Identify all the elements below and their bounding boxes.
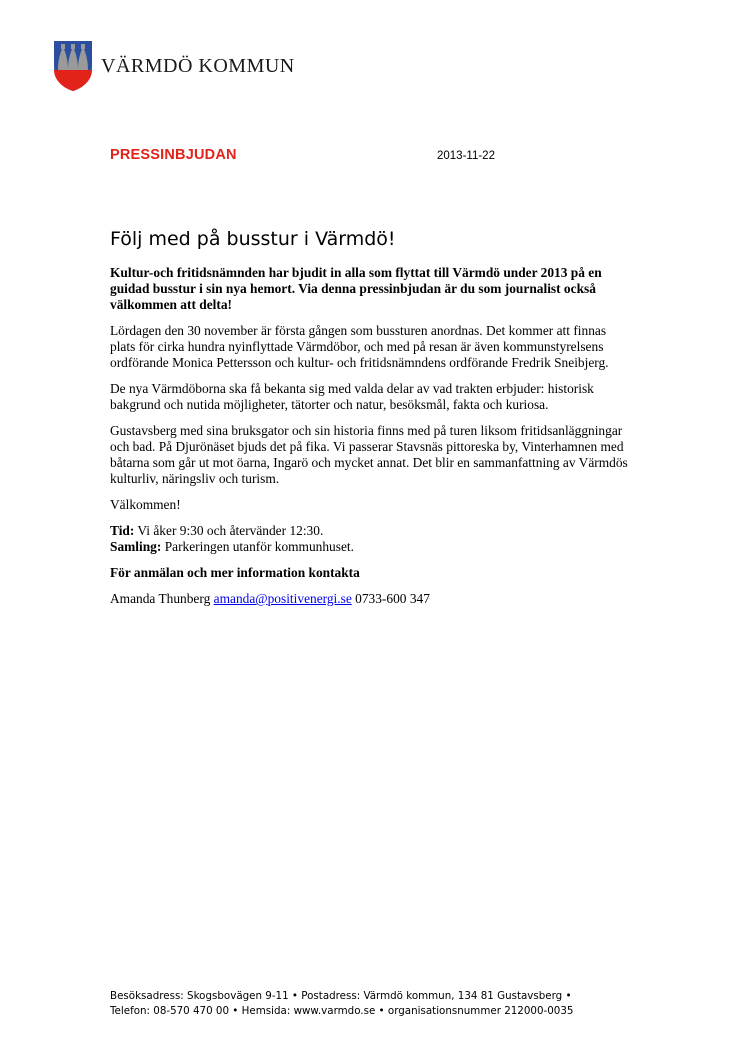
document-body <box>110 265 630 617</box>
place-label: Samling: <box>110 539 162 554</box>
contact-phone: 0733-600 347 <box>351 591 430 606</box>
org-name: VÄRMDÖ KOMMUN <box>101 55 295 77</box>
time-value: Vi åker 9:30 och återvänder 12:30. <box>134 523 324 538</box>
contact-line <box>110 591 630 607</box>
ingress: Kultur-och fritidsnämnden har bjudit in alla som flyttat till Värmdö under 2013 på en guidad busstur i sin nya hemort. Via denna pressinbjudan är du som journalist också välkommen att delta! <box>110 265 602 312</box>
footer <box>110 989 670 1019</box>
contact-heading-text: För anmälan och mer information kontakta <box>110 565 360 580</box>
document-type-label: PRESSINBJUDAN <box>110 147 237 163</box>
footer-line-2: Telefon: 08-570 470 00 • Hemsida: www.varmdo.se • organisationsnummer 212000-0035 <box>110 1005 574 1017</box>
varmdo-logo <box>53 40 303 92</box>
contact-email-link[interactable]: amanda@positivenergi.se <box>213 591 352 606</box>
coat-of-arms-icon <box>53 40 93 92</box>
welcome-text: Välkommen! <box>110 497 181 512</box>
place-value: Parkeringen utanför kommunhuset. <box>161 539 354 554</box>
document-date: 2013-11-22 <box>437 150 495 162</box>
contact-heading <box>110 565 630 581</box>
time-label: Tid: <box>110 523 135 538</box>
footer-line-1: Besöksadress: Skogsbovägen 9-11 • Postadress: Värmdö kommun, 134 81 Gustavsberg • <box>110 990 572 1002</box>
page-title: Följ med på busstur i Värmdö! <box>110 228 396 250</box>
paragraph-3: Gustavsberg med sina bruksgator och sin historia finns med på turen liksom fritidsanläggningar och bad. På Djurönäset bjuds det på fika. Vi passerar Stavsnäs pittoreska by, Vinterhamnen med båtarna som går ut mot öarna, Ingarö och mycket annat. Det blir en sammanfattning av Värmdös kulturliv, näringsliv och turism. <box>110 423 628 486</box>
contact-name: Amanda Thunberg <box>110 591 214 606</box>
event-details <box>110 523 630 555</box>
paragraph-2: De nya Värmdöborna ska få bekanta sig med valda delar av vad trakten erbjuder: historisk bakgrund och nutida möjligheter, tätorter och natur, besöksmål, fakta och kuriosa. <box>110 381 594 412</box>
paragraph-1: Lördagen den 30 november är första gången som bussturen anordnas. Det kommer att finnas plats för cirka hundra nyinflyttade Värmdöbor, och med på resan är även kommunstyrelsens ordförande Monica Pettersson och kultur- och fritidsnämndens ordförande Fredrik Sneibjerg. <box>110 323 609 370</box>
